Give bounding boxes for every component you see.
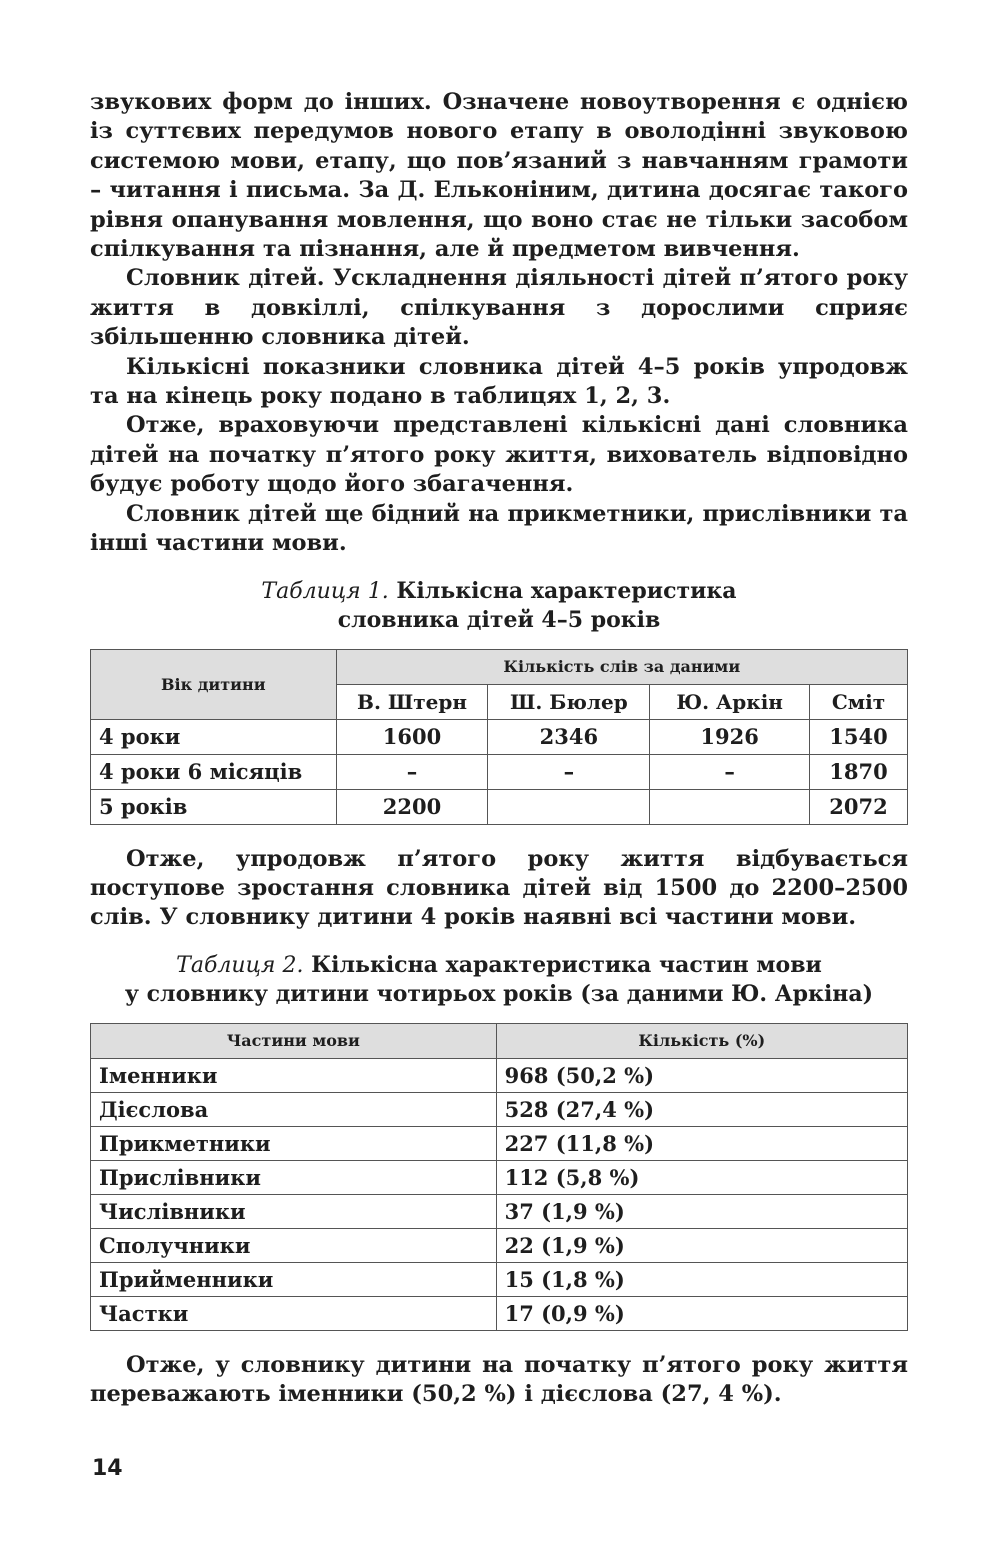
table2-part: Дієслова <box>91 1092 497 1126</box>
table2-count: 22 (1,9 %) <box>496 1228 907 1262</box>
table1-cell: – <box>488 754 650 789</box>
paragraph: звукових форм до інших. Означене новоутворення є однією із суттєвих передумов нового етапу в оволодінні звуковою системою мови, етапу, що пов’язаний з навчанням грамоти – читання і письма. За Д. Ельконіним, дитина досягає такого рівня опанування мовлення, що воно стає не тільки засобом спілкування та пізнання, але й предметом вивчення. <box>90 89 908 263</box>
table-row <box>91 1092 908 1126</box>
table1-cell: – <box>650 754 810 789</box>
page-number: 14 <box>92 1456 123 1481</box>
table1-author: Ш. Бюлер <box>488 684 650 719</box>
table1-caption-line1: Кількісна характеристика <box>388 577 737 604</box>
table2-caption-line1: Кількісна характеристика частин мови <box>303 951 822 978</box>
table-row <box>91 1194 908 1228</box>
table-row <box>91 1296 908 1330</box>
table2-part: Частки <box>91 1296 497 1330</box>
table2-caption <box>90 951 908 1009</box>
paragraph: Отже, у словнику дитини на початку п’ятого року життя переважають іменники (50,2 %) і дієслова (27, 4 %). <box>90 1351 908 1408</box>
table1-cell: 2346 <box>488 719 650 754</box>
table2-caption-lead: Таблиця 2. <box>176 952 304 978</box>
table1-caption-lead: Таблиця 1. <box>261 578 389 604</box>
table2-part: Прикметники <box>91 1126 497 1160</box>
table-row <box>91 1228 908 1262</box>
table1-cell: 1600 <box>336 719 488 754</box>
paragraph: Отже, упродовж п’ятого року життя відбувається поступове зростання словника дітей від 1500 до 2200–2500 слів. У словнику дитини 4 років наявні всі частини мови. <box>90 845 908 931</box>
table2-part: Сполучники <box>91 1228 497 1262</box>
table1-row-label: 4 роки <box>91 719 337 754</box>
table1-cell: 2200 <box>336 789 488 824</box>
table1-cell: 1540 <box>810 719 908 754</box>
table2-count: 17 (0,9 %) <box>496 1296 907 1330</box>
table-row <box>91 754 908 789</box>
table-row <box>91 1058 908 1092</box>
table1-cell: – <box>336 754 488 789</box>
table1-head-age: Вік дитини <box>91 649 337 719</box>
table1-head-group: Кількість слів за даними <box>336 649 907 684</box>
table1 <box>90 649 908 825</box>
table1-author: В. Штерн <box>336 684 488 719</box>
table-row <box>91 1126 908 1160</box>
table2-count: 528 (27,4 %) <box>496 1092 907 1126</box>
table2-caption-line2: у словнику дитини чотирьох років (за даними Ю. Аркіна) <box>124 980 874 1007</box>
table-row <box>91 1262 908 1296</box>
table1-cell: 1926 <box>650 719 810 754</box>
table-row <box>91 1160 908 1194</box>
table1-row-label: 5 років <box>91 789 337 824</box>
table2-head-parts: Частини мови <box>91 1023 497 1058</box>
table2-part: Іменники <box>91 1058 497 1092</box>
table1-cell: 1870 <box>810 754 908 789</box>
table2-count: 37 (1,9 %) <box>496 1194 907 1228</box>
paragraph: Отже, враховуючи представлені кількісні дані словника дітей на початку п’ятого року життя, вихователь відповідно будує роботу щодо його збагачення. <box>90 412 908 498</box>
table2-count: 968 (50,2 %) <box>496 1058 907 1092</box>
table2 <box>90 1023 908 1331</box>
page-body <box>90 88 908 1410</box>
table1-cell <box>650 789 810 824</box>
table2-part: Числівники <box>91 1194 497 1228</box>
paragraph: Словник дітей ще бідний на прикметники, прислівники та інші частини мови. <box>90 500 908 557</box>
table-row <box>91 789 908 824</box>
table2-part: Прислівники <box>91 1160 497 1194</box>
table2-count: 112 (5,8 %) <box>496 1160 907 1194</box>
table1-row-label: 4 роки 6 місяців <box>91 754 337 789</box>
table2-part: Прийменники <box>91 1262 497 1296</box>
table1-cell <box>488 789 650 824</box>
paragraph: Кількісні показники словника дітей 4–5 років упродовж та на кінець року подано в таблицях 1, 2, 3. <box>90 353 908 410</box>
table1-cell: 2072 <box>810 789 908 824</box>
table1-author: Сміт <box>810 684 908 719</box>
table1-caption-line2: словника дітей 4–5 років <box>337 606 661 633</box>
table-row <box>91 719 908 754</box>
table2-head-count: Кількість (%) <box>496 1023 907 1058</box>
table2-count: 15 (1,8 %) <box>496 1262 907 1296</box>
table1-caption <box>90 577 908 635</box>
table2-count: 227 (11,8 %) <box>496 1126 907 1160</box>
paragraph: Словник дітей. Ускладнення діяльності дітей п’ятого року життя в довкіллі, спілкування з дорослими сприяє збільшенню словника дітей. <box>90 265 908 351</box>
table1-author: Ю. Аркін <box>650 684 810 719</box>
